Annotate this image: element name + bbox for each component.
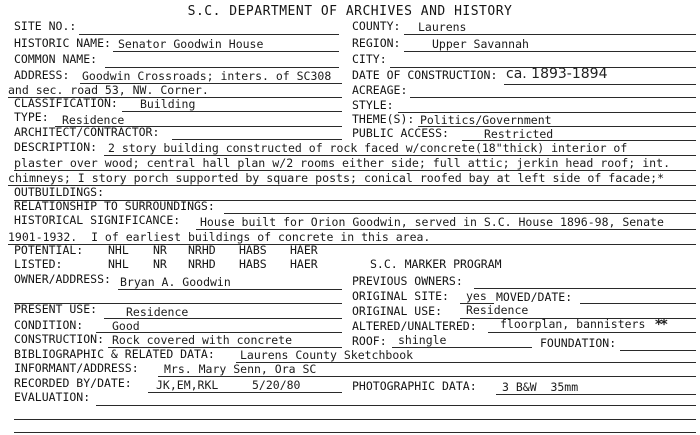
public-access-label: PUBLIC ACCESS: <box>352 126 449 140</box>
owner-value: Bryan A. Goodwin <box>120 275 231 289</box>
listed-nr: NR <box>153 257 167 271</box>
recorded-by-value: JK,EM,RKL <box>156 378 219 392</box>
foundation-line <box>620 350 696 351</box>
type-value: Residence <box>62 113 125 127</box>
condition-value: Good <box>112 319 140 333</box>
outbuildings-label: OUTBUILDINGS: <box>14 185 105 199</box>
significance-line1: House built for Orion Goodwin, served in S.C. House 1896-98, Senate <box>200 215 664 229</box>
common-name-line <box>105 67 339 68</box>
city-label: CITY: <box>352 52 387 66</box>
previous-owners-label: PREVIOUS OWNERS: <box>352 274 463 288</box>
listed-haer: HAER <box>290 257 318 271</box>
informant-label: INFORMANT/ADDRESS: <box>14 361 139 375</box>
altered-label: ALTERED/UNALTERED: <box>352 319 477 333</box>
altered-asterisks: ** <box>655 317 666 333</box>
altered-value: floorplan, bannisters <box>500 317 646 331</box>
address-label: ADDRESS: <box>14 68 70 82</box>
region-line <box>404 51 696 52</box>
style-label: STYLE: <box>352 98 394 112</box>
listed-label: LISTED: <box>14 257 63 271</box>
relationship-label: RELATIONSHIP TO SURROUNDINGS: <box>14 199 215 213</box>
listed-nhl: NHL <box>108 257 129 271</box>
roof-label: ROOF: <box>352 334 387 348</box>
acreage-line <box>410 97 696 98</box>
relationship-line <box>224 213 696 214</box>
site-no-label: SITE NO.: <box>14 19 77 33</box>
description-line1: 2 story building constructed of rock faced w/concrete(18"thick) interior of <box>108 141 628 155</box>
architect-label: ARCHITECT/CONTRACTOR: <box>14 125 160 139</box>
potential-label: POTENTIAL: <box>14 243 84 257</box>
acreage-label: ACREAGE: <box>352 83 408 97</box>
photographic-line <box>496 394 696 395</box>
description-rule3 <box>8 185 696 186</box>
owner-line <box>118 289 342 290</box>
foundation-label: FOUNDATION: <box>540 336 617 350</box>
evaluation-label: EVALUATION: <box>14 390 91 404</box>
potential-habs: HABS <box>239 243 267 257</box>
historic-name-label: HISTORIC NAME: <box>14 36 111 50</box>
present-use-value: Residence <box>126 305 189 319</box>
bibliographic-label: BIBLIOGRAPHIC & RELATED DATA: <box>14 347 215 361</box>
type-label: TYPE: <box>14 110 49 124</box>
marker-program-label: S.C. MARKER PROGRAM <box>370 257 502 271</box>
listed-habs: HABS <box>239 257 267 271</box>
evaluation-line3 <box>14 432 696 433</box>
evaluation-line1 <box>96 405 696 406</box>
original-use-label: ORIGINAL USE: <box>352 304 443 318</box>
date-line <box>504 84 696 85</box>
evaluation-line2 <box>14 419 696 420</box>
county-line <box>404 34 696 35</box>
roof-line <box>392 347 532 348</box>
themes-label: THEME(S): <box>352 112 415 126</box>
public-access-value: Restricted <box>484 127 554 141</box>
date-of-construction-value: ca. 1893-1894 <box>506 66 608 82</box>
photographic-value: 3 B&W 35mm <box>502 380 579 394</box>
original-site-label: ORIGINAL SITE: <box>352 289 449 303</box>
county-label: COUNTY: <box>352 19 401 33</box>
significance-line2: 1901-1932. I of earliest buildings of concrete in this area. <box>8 230 431 244</box>
county-value: Laurens <box>418 20 467 34</box>
roof-value: shingle <box>398 333 447 347</box>
recorded-date-value: 5/20/80 <box>252 378 301 392</box>
address-value-line2: and sec. road 53, NW. Corner. <box>8 83 209 97</box>
themes-line <box>418 126 696 127</box>
classification-value: Building <box>140 97 196 111</box>
potential-nr: NR <box>153 243 167 257</box>
photographic-label: PHOTOGRAPHIC DATA: <box>352 379 477 393</box>
original-site-value: yes <box>466 289 487 303</box>
architect-line <box>172 139 342 140</box>
potential-nrhd: NRHD <box>188 243 216 257</box>
construction-label: CONSTRUCTION: <box>14 332 105 346</box>
description-line3: chimneys; I story porch supported by square posts; conical roofed bay at left side of facade;* <box>8 171 665 185</box>
moved-date-line <box>580 303 696 304</box>
region-value: Upper Savannah <box>432 37 529 51</box>
owner-label: OWNER/ADDRESS: <box>14 272 111 286</box>
present-use-label: PRESENT USE: <box>14 302 98 316</box>
condition-label: CONDITION: <box>14 318 84 332</box>
significance-label: HISTORICAL SIGNIFICANCE: <box>14 213 181 227</box>
description-label: DESCRIPTION: <box>14 140 98 154</box>
altered-line <box>488 332 696 333</box>
date-of-construction-label: DATE OF CONSTRUCTION: <box>352 68 498 82</box>
address-value-line1: Goodwin Crossroads; inters. of SC308 <box>82 69 332 83</box>
common-name-label: COMMON NAME: <box>14 52 98 66</box>
classification-label: CLASSIFICATION: <box>14 96 118 110</box>
historic-name-value: Senator Goodwin House <box>118 37 264 51</box>
informant-value: Mrs. Mary Senn, Ora SC <box>164 362 317 376</box>
region-label: REGION: <box>352 36 401 50</box>
potential-haer: HAER <box>290 243 318 257</box>
informant-line <box>158 376 696 377</box>
description-line2: plaster over wood; central hall plan w/2 rooms either side; full attic; jerkin head roof; int. <box>14 156 671 170</box>
potential-nhl: NHL <box>108 243 129 257</box>
historic-name-line <box>113 51 339 52</box>
classification-line <box>122 111 342 112</box>
recorded-line <box>148 392 342 393</box>
recorded-label: RECORDED BY/DATE: <box>14 376 132 390</box>
previous-owners-line <box>474 288 696 289</box>
form-title: S.C. DEPARTMENT OF ARCHIVES AND HISTORY <box>187 4 513 19</box>
listed-nrhd: NRHD <box>188 257 216 271</box>
site-no-line <box>79 34 339 35</box>
construction-value: Rock covered with concrete <box>112 333 293 347</box>
themes-value: Politics/Government <box>420 113 552 127</box>
original-use-value: Residence <box>466 303 529 317</box>
moved-date-label: MOVED/DATE: <box>496 290 573 304</box>
bibliographic-value: Laurens County Sketchbook <box>240 348 414 362</box>
